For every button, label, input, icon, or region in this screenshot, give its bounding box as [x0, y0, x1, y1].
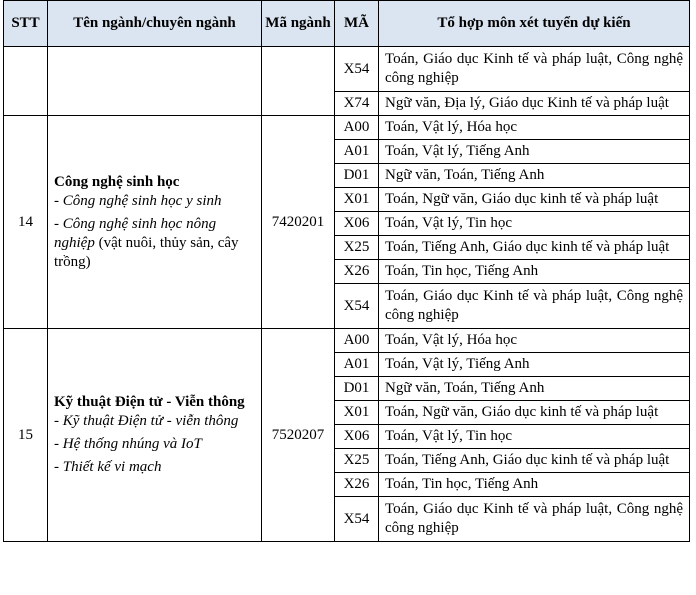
combo-subjects-cell: Toán, Tiếng Anh, Giáo dục kinh tế và pháp luật	[379, 236, 690, 260]
combo-subjects-cell: Toán, Tiếng Anh, Giáo dục kinh tế và pháp luật	[379, 449, 690, 473]
major-title: Kỹ thuật Điện tử - Viễn thông	[54, 394, 245, 410]
major-code-cell	[262, 47, 335, 116]
major-name-cell	[48, 116, 262, 329]
specialization-item: - Công nghệ sinh học y sinh	[54, 192, 222, 209]
combo-subjects-cell: Toán, Ngữ văn, Giáo dục kinh tế và pháp luật	[379, 188, 690, 212]
combo-code-cell: X01	[335, 401, 379, 425]
specialization-item: - Kỹ thuật Điện tử - viễn thông	[54, 413, 239, 429]
combo-code-cell: X54	[335, 497, 379, 542]
combo-subjects-cell: Toán, Tin học, Tiếng Anh	[379, 473, 690, 497]
combo-subjects-cell: Ngữ văn, Toán, Tiếng Anh	[379, 164, 690, 188]
combo-code-cell: X01	[335, 188, 379, 212]
combo-code-cell: X25	[335, 236, 379, 260]
header-major-code: Mã ngành	[262, 1, 335, 47]
combo-code-cell: X54	[335, 47, 379, 92]
combo-subjects-cell: Toán, Vật lý, Tiếng Anh	[379, 353, 690, 377]
combo-code-cell: A00	[335, 116, 379, 140]
stt-cell: 15	[4, 329, 48, 542]
combo-code-cell: X25	[335, 449, 379, 473]
stt-cell: 14	[4, 116, 48, 329]
combo-code-cell: A01	[335, 140, 379, 164]
combo-code-cell: D01	[335, 164, 379, 188]
combo-subjects-cell: Toán, Tin học, Tiếng Anh	[379, 260, 690, 284]
combo-subjects-cell: Toán, Giáo dục Kinh tế và pháp luật, Công nghệ công nghiệp	[379, 284, 690, 329]
combo-code-cell: A00	[335, 329, 379, 353]
combo-subjects-cell: Toán, Ngữ văn, Giáo dục kinh tế và pháp luật	[379, 401, 690, 425]
combo-subjects-cell: Ngữ văn, Toán, Tiếng Anh	[379, 377, 690, 401]
table-row	[4, 116, 690, 140]
specialization-item: - Công nghệ sinh học nông nghiệp (vật nuôi, thủy sản, cây trồng)	[54, 215, 239, 270]
combo-subjects-cell: Toán, Giáo dục Kinh tế và pháp luật, Công nghệ công nghiệp	[379, 47, 690, 92]
combo-subjects-cell: Toán, Vật lý, Tin học	[379, 212, 690, 236]
major-name-cell	[48, 47, 262, 116]
combo-code-cell: X06	[335, 425, 379, 449]
combo-code-cell: A01	[335, 353, 379, 377]
combo-subjects-cell: Toán, Vật lý, Tin học	[379, 425, 690, 449]
header-major-name: Tên ngành/chuyên ngành	[48, 1, 262, 47]
stt-cell	[4, 47, 48, 116]
combo-code-cell: X26	[335, 473, 379, 497]
admission-table	[3, 0, 690, 542]
table-row	[4, 329, 690, 353]
header-row	[4, 1, 690, 47]
table-row	[4, 47, 690, 92]
combo-subjects-cell: Toán, Giáo dục Kinh tế và pháp luật, Công nghệ công nghiệp	[379, 497, 690, 542]
header-ma: MÃ	[335, 1, 379, 47]
combo-code-cell: X74	[335, 92, 379, 116]
header-subject-combo: Tổ hợp môn xét tuyển dự kiến	[379, 1, 690, 47]
major-code-cell: 7420201	[262, 116, 335, 329]
major-title: Công nghệ sinh học	[54, 173, 180, 190]
specialization-item: - Hệ thống nhúng và IoT	[54, 436, 202, 452]
combo-code-cell: D01	[335, 377, 379, 401]
combo-code-cell: X54	[335, 284, 379, 329]
major-name-cell	[48, 329, 262, 542]
combo-subjects-cell: Toán, Vật lý, Hóa học	[379, 329, 690, 353]
combo-subjects-cell: Toán, Vật lý, Tiếng Anh	[379, 140, 690, 164]
major-code-cell: 7520207	[262, 329, 335, 542]
combo-subjects-cell: Toán, Vật lý, Hóa học	[379, 116, 690, 140]
specialization-item: - Thiết kế vi mạch	[54, 459, 162, 475]
combo-subjects-cell: Ngữ văn, Địa lý, Giáo dục Kinh tế và pháp luật	[379, 92, 690, 116]
combo-code-cell: X06	[335, 212, 379, 236]
header-stt: STT	[4, 1, 48, 47]
combo-code-cell: X26	[335, 260, 379, 284]
